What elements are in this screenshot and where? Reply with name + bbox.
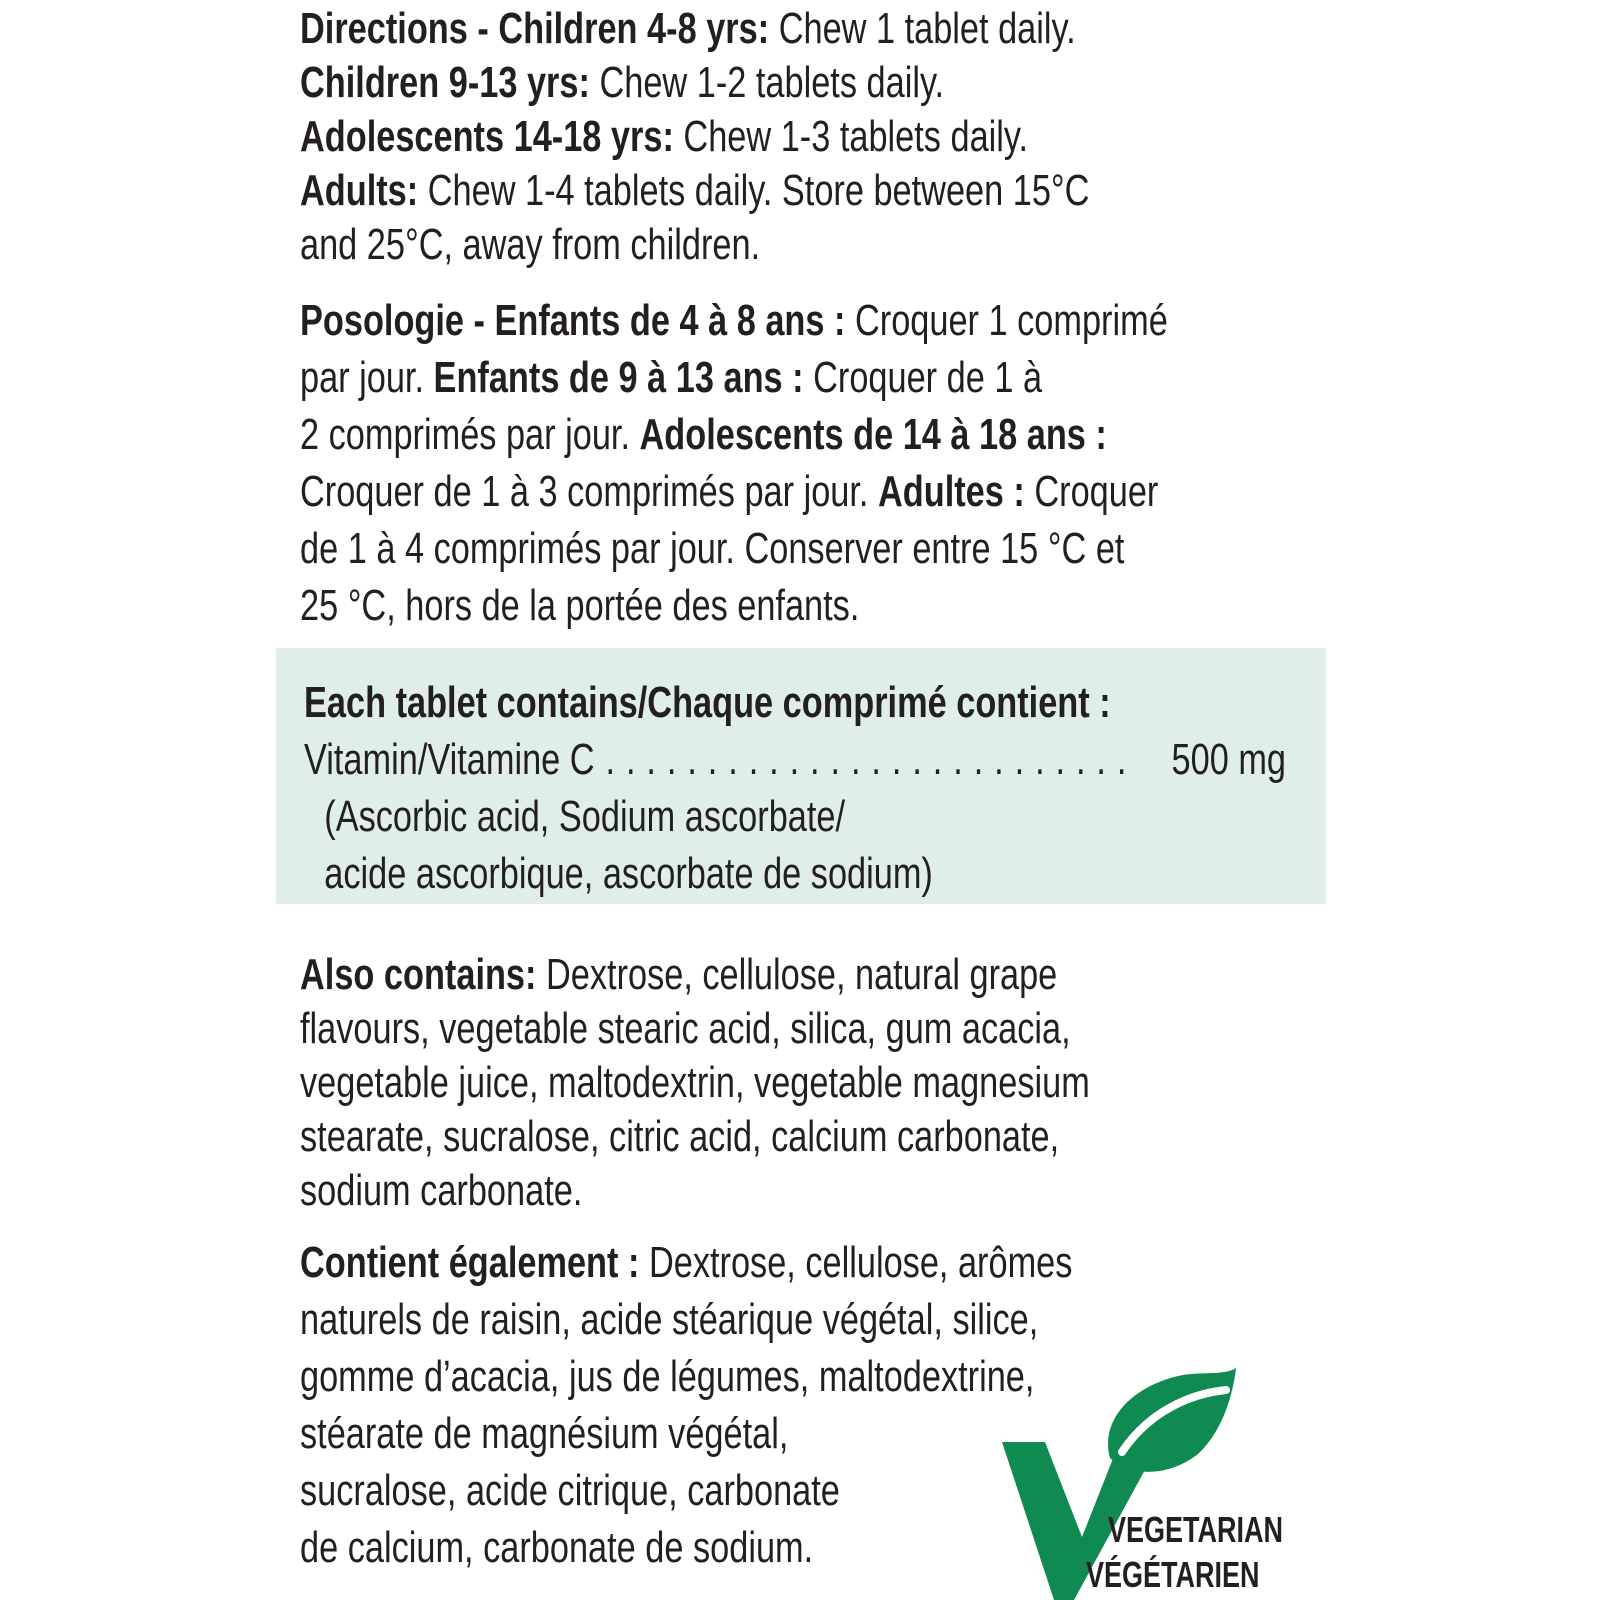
text-line xyxy=(300,1164,1090,1218)
text-run-bold: Directions - Children 4-8 yrs: xyxy=(300,4,770,53)
text-run-bold: Adultes : xyxy=(878,467,1025,516)
text-line xyxy=(300,1002,1090,1056)
text-run: Dextrose, cellulose, arômes xyxy=(639,1238,1073,1287)
text-run: sucralose, acide citrique, carbonate xyxy=(300,1466,840,1515)
text-line xyxy=(304,731,1286,788)
text-line xyxy=(300,349,1168,406)
text-run: de 1 à 4 comprimés par jour. Conserver entre 15 °C et xyxy=(300,524,1125,573)
vegetarian-label-fr: VÉGÉTARIEN xyxy=(1086,1554,1260,1595)
text-line xyxy=(300,1110,1090,1164)
text-line xyxy=(300,56,1089,110)
text-run: stéarate de magnésium végétal, xyxy=(300,1409,789,1458)
text-line xyxy=(300,948,1090,1002)
text-run: Croquer 1 comprimé xyxy=(845,296,1168,345)
text-line xyxy=(300,1405,1072,1462)
text-run: vegetable juice, maltodextrin, vegetable magnesium xyxy=(300,1058,1090,1107)
supplement-facts-text xyxy=(304,674,1287,902)
text-run: Chew 1-2 tablets daily. xyxy=(589,58,945,107)
vegetarian-label-en: VEGETARIAN xyxy=(1108,1509,1284,1550)
text-line xyxy=(304,674,1111,731)
text-line xyxy=(300,1462,1072,1519)
text-line xyxy=(300,110,1089,164)
text-line xyxy=(300,406,1168,463)
text-line xyxy=(300,292,1168,349)
text-line xyxy=(300,577,1168,634)
text-run: sodium carbonate. xyxy=(300,1166,583,1215)
text-run: par jour. xyxy=(300,353,434,402)
directions-fr-section xyxy=(300,292,1413,634)
text-run: gomme d’acacia, jus de légumes, maltodextrine, xyxy=(300,1352,1035,1401)
also-contains-en-section xyxy=(300,948,1313,1218)
text-run: 500 mg xyxy=(1171,735,1287,784)
also-contains-fr-text xyxy=(300,1234,1072,1576)
text-run-bold: Contient également : xyxy=(300,1238,640,1287)
text-line xyxy=(300,1291,1072,1348)
text-run-bold: Children 9-13 yrs: xyxy=(300,58,590,107)
text-run: Vitamin/Vitamine C xyxy=(304,735,595,784)
text-run: 2 comprimés par jour. xyxy=(300,410,640,459)
text-line xyxy=(304,845,1101,902)
text-run: Croquer xyxy=(1024,467,1159,516)
text-run: naturels de raisin, acide stéarique végétal, silice, xyxy=(300,1295,1039,1344)
text-run-bold: Enfants de 9 à 13 ans : xyxy=(433,353,804,402)
text-run: Dextrose, cellulose, natural grape xyxy=(536,950,1058,999)
text-run-bold: Adolescents de 14 à 18 ans : xyxy=(639,410,1107,459)
text-line xyxy=(300,164,1089,218)
text-run: Chew 1 tablet daily. xyxy=(769,4,1076,53)
text-line xyxy=(300,520,1168,577)
dot-leader: .......................... xyxy=(605,735,1138,784)
directions-fr-text xyxy=(300,292,1168,634)
directions-en-text xyxy=(300,2,1089,272)
text-run: Croquer de 1 à 3 comprimés par jour. xyxy=(300,467,879,516)
text-line xyxy=(300,1056,1090,1110)
supplement-facts-box xyxy=(276,648,1326,904)
text-run-bold: Adolescents 14-18 yrs: xyxy=(300,112,674,161)
text-run: stearate, sucralose, citric acid, calcium carbonate, xyxy=(300,1112,1060,1161)
text-run-bold: Also contains: xyxy=(300,950,537,999)
text-run: Chew 1-4 tablets daily. Store between 15°C xyxy=(418,166,1090,215)
text-run: flavours, vegetable stearic acid, silica, gum acacia, xyxy=(300,1004,1071,1053)
text-run: acide ascorbique, ascorbate de sodium) xyxy=(324,849,933,898)
text-line xyxy=(300,2,1089,56)
text-line xyxy=(300,463,1168,520)
text-run-bold: Posologie - Enfants de 4 à 8 ans : xyxy=(300,296,846,345)
also-contains-en-text xyxy=(300,948,1090,1218)
directions-en-section xyxy=(300,2,1312,272)
text-run: Croquer de 1 à xyxy=(803,353,1043,402)
text-run: 25 °C, hors de la portée des enfants. xyxy=(300,581,860,630)
text-run: (Ascorbic acid, Sodium ascorbate/ xyxy=(324,792,846,841)
text-line xyxy=(300,1348,1072,1405)
text-run: Chew 1-3 tablets daily. xyxy=(673,112,1029,161)
text-run: and 25°C, away from children. xyxy=(300,220,761,269)
text-line xyxy=(300,1234,1072,1291)
text-line xyxy=(300,1519,1072,1576)
text-line xyxy=(304,788,1101,845)
text-line xyxy=(300,218,1089,272)
text-run-bold: Each tablet contains/Chaque comprimé contient : xyxy=(304,678,1111,727)
text-run-bold: Adults: xyxy=(300,166,419,215)
text-run: de calcium, carbonate de sodium. xyxy=(300,1523,814,1572)
